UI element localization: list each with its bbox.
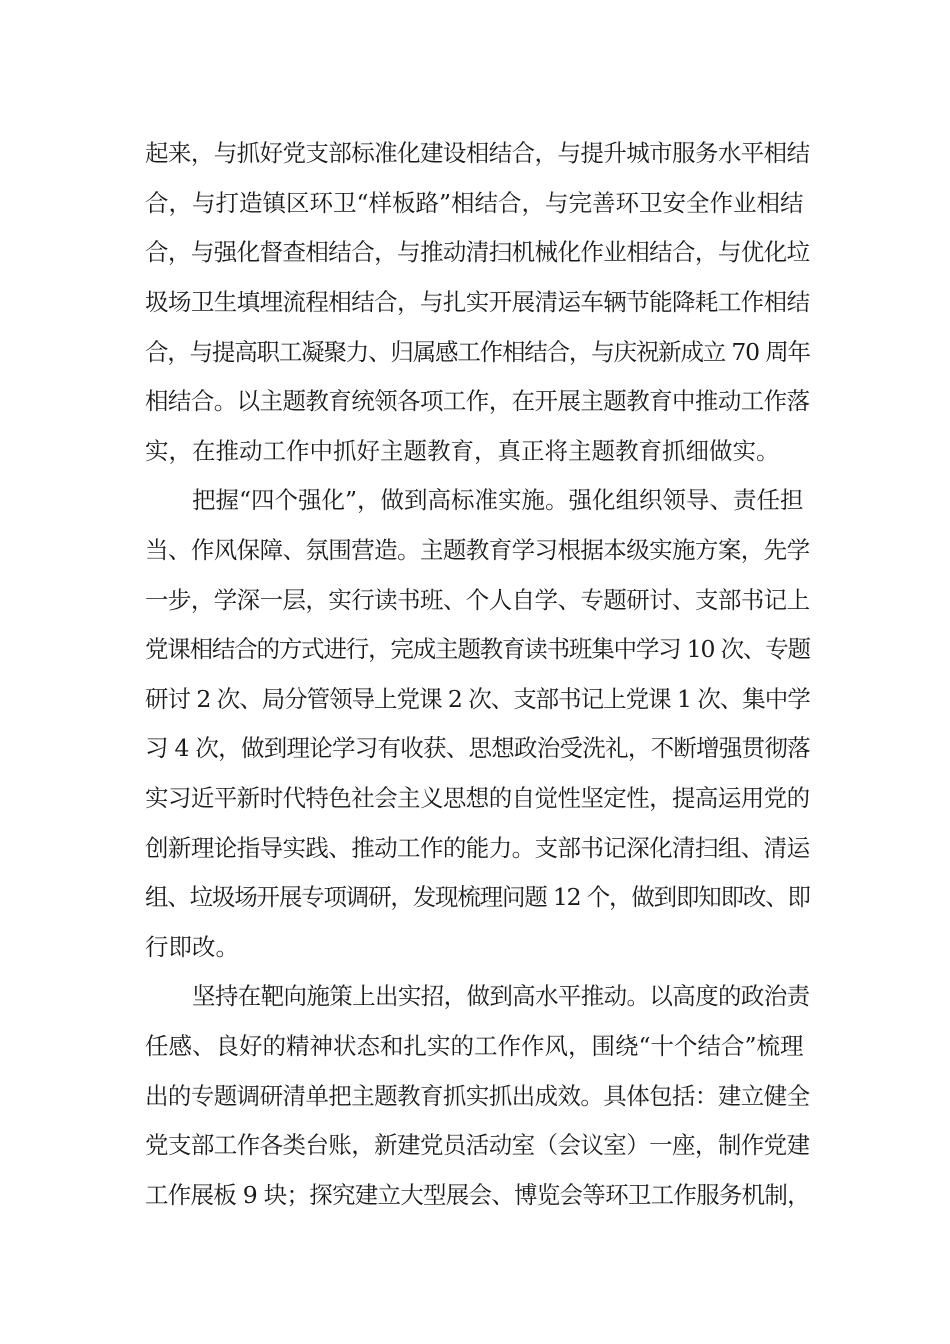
text-line: 党课相结合的方式进行，完成主题教育读书班集中学习 10 次、专题	[145, 635, 810, 663]
text-line: 合，与强化督查相结合，与推动清扫机械化作业相结合，与优化垃	[145, 238, 810, 266]
text-line: 任感、良好的精神状态和扎实的工作作风，围绕“十个结合”梳理	[145, 1032, 804, 1060]
text-line: 坚持在靶向施策上出实招，做到高水平推动。以高度的政治责	[192, 982, 810, 1010]
text-line: 合，与提高职工凝聚力、归属感工作相结合，与庆祝新成立 70 周年	[145, 338, 810, 366]
text-line: 行即改。	[145, 933, 239, 961]
text-line: 工作展板 9 块；探究建立大型展会、博览会等环卫工作服务机制，	[145, 1181, 810, 1209]
text-line: 实习近平新时代特色社会主义思想的自觉性坚定性，提高运用党的	[145, 784, 810, 812]
text-line: 创新理论指导实践、推动工作的能力。支部书记深化清扫组、清运	[145, 834, 810, 862]
text-line: 合，与打造镇区环卫“样板路”相结合，与完善环卫安全作业相结	[145, 189, 804, 217]
text-line: 出的专题调研清单把主题教育抓实抓出成效。具体包括：建立健全	[145, 1082, 810, 1110]
text-line: 习 4 次，做到理论学习有收获、思想政治受洗礼，不断增强贯彻落	[145, 734, 810, 762]
text-line: 组、垃圾场开展专项调研，发现梳理问题 12 个，做到即知即改、即	[145, 883, 810, 911]
text-line: 圾场卫生填埋流程相结合，与扎实开展清运车辆节能降耗工作相结	[145, 288, 810, 316]
text-line: 研讨 2 次、局分管领导上党课 2 次、支部书记上党课 1 次、集中学	[145, 685, 810, 713]
text-line: 一步，学深一层，实行读书班、个人自学、专题研讨、支部书记上	[145, 586, 810, 614]
text-line: 当、作风保障、氛围营造。主题教育学习根据本级实施方案，先学	[145, 536, 810, 564]
text-line: 把握“四个强化”，做到高标准实施。强化组织领导、责任担	[192, 486, 804, 514]
text-line: 党支部工作各类台账，新建党员活动室（会议室）一座，制作党建	[145, 1131, 810, 1159]
text-line: 实，在推动工作中抓好主题教育，真正将主题教育抓细做实。	[145, 437, 780, 465]
text-line: 起来，与抓好党支部标准化建设相结合，与提升城市服务水平相结	[145, 139, 810, 167]
text-line: 相结合。以主题教育统领各项工作，在开展主题教育中推动工作落	[145, 387, 810, 415]
